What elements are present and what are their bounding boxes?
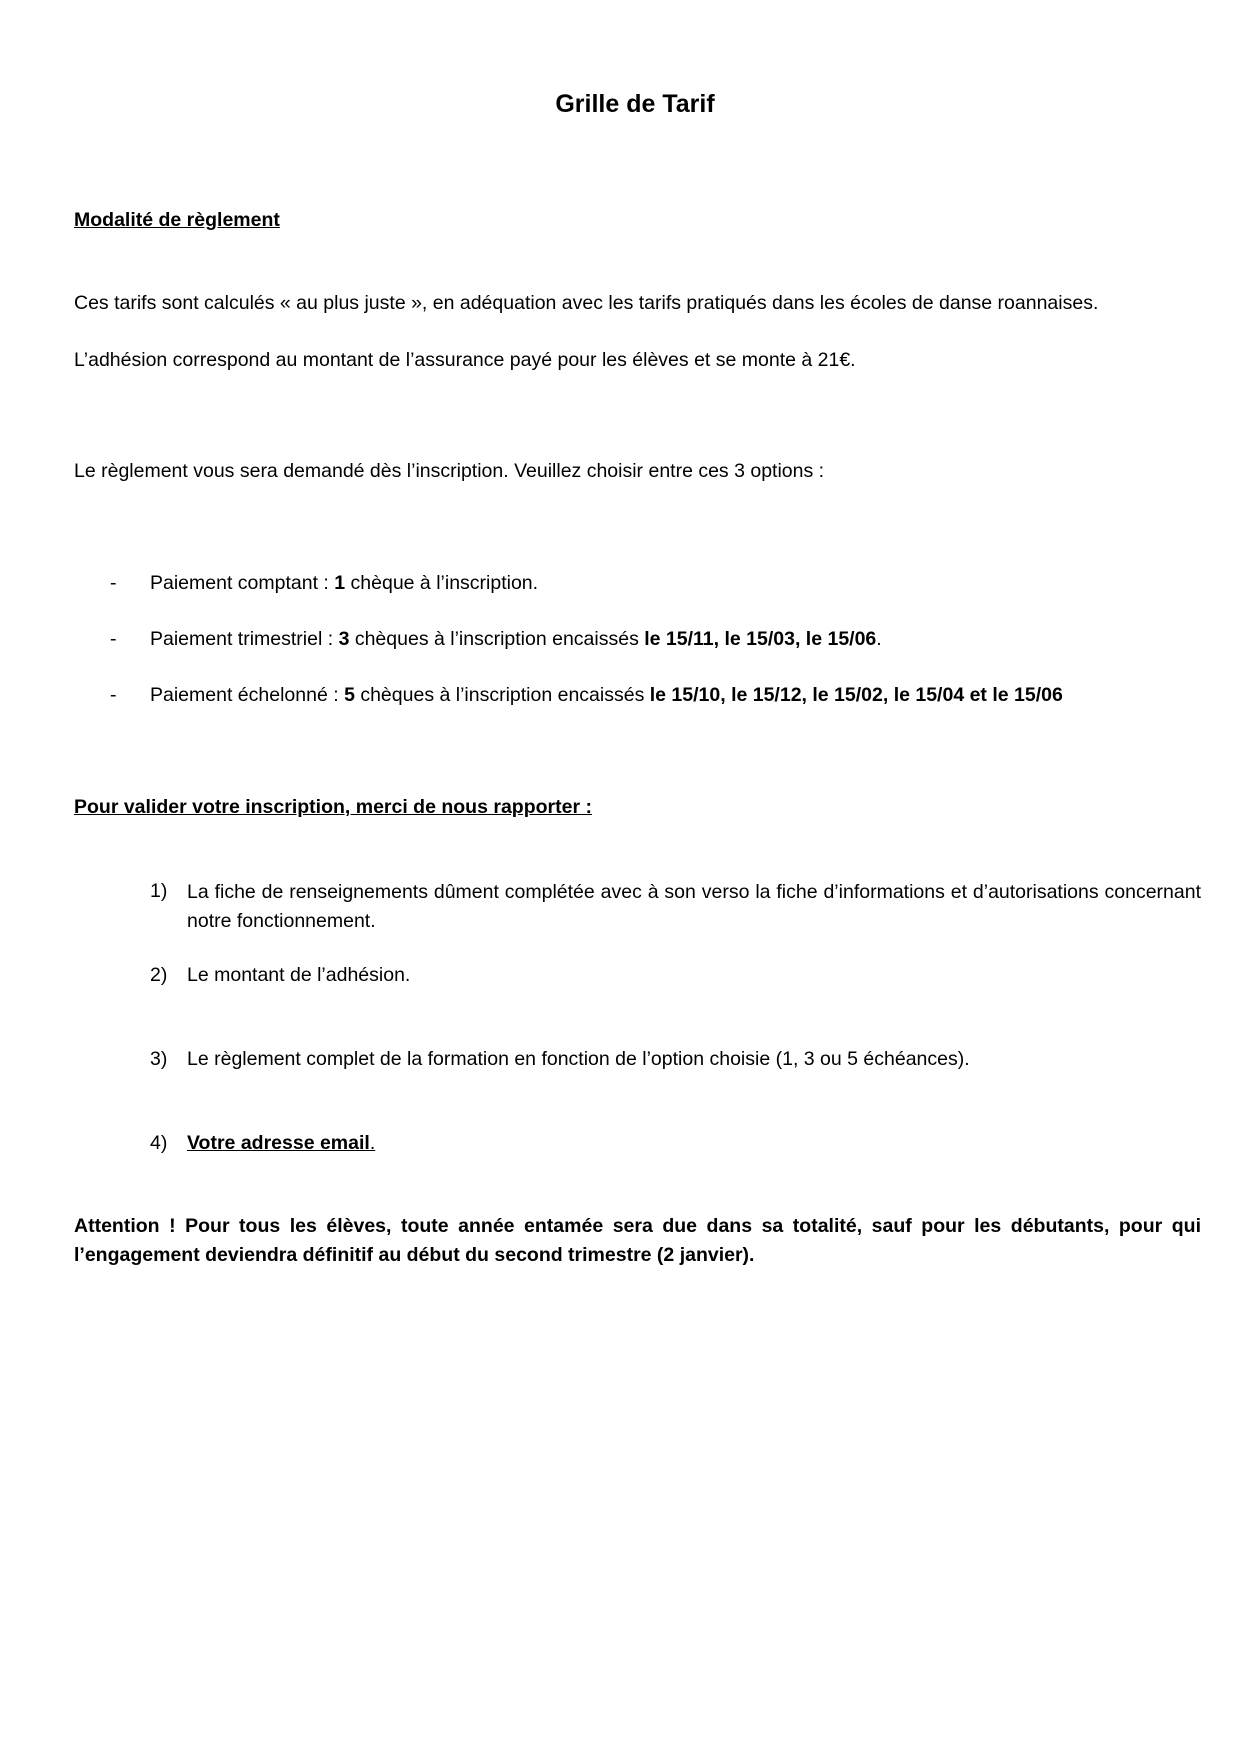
list-number: 3) [150,1048,168,1070]
list-number: 2) [150,964,168,986]
payment-option-quarterly: Paiement trimestriel : 3 chèques à l’inscription encaissés le 15/11, le 15/03, le 15/06. [150,628,882,650]
requirement-membership-fee: Le montant de l’adhésion. [187,964,411,986]
requirement-full-payment: Le règlement complet de la formation en fonction de l’option choisie (1, 3 ou 5 échéances). [187,1048,970,1070]
warning-notice: Attention ! Pour tous les élèves, toute année entamée sera due dans sa totalité, sauf pour les débutants, pour qui l’engagement deviendra définitif au début du second trimestre (2 janvier). [74,1215,1201,1266]
section-heading-validation: Pour valider votre inscription, merci de nous rapporter : [74,796,592,818]
section-heading-payment: Modalité de règlement [74,209,280,231]
payment-option-installments: Paiement échelonné : 5 chèques à l’inscription encaissés le 15/10, le 15/12, le 15/02, le 15/04 et le 15/06 [150,684,1063,706]
list-number: 1) [150,880,168,902]
paragraph-tariffs: Ces tarifs sont calculés « au plus juste », en adéquation avec les tarifs pratiqués dans les écoles de danse roannaises. [74,292,1099,314]
list-marker: - [110,684,117,706]
requirement-info-sheet: La fiche de renseignements dûment complétée avec à son verso la fiche d’informations et d’autorisations concernant notre fonctionnement. [187,881,1201,932]
list-number: 4) [150,1132,168,1154]
payment-option-cash: Paiement comptant : 1 chèque à l’inscription. [150,572,539,594]
list-marker: - [110,572,117,594]
paragraph-payment-intro: Le règlement vous sera demandé dès l’inscription. Veuillez choisir entre ces 3 options : [74,460,825,482]
paragraph-membership: L’adhésion correspond au montant de l’assurance payé pour les élèves et se monte à 21€. [74,349,856,371]
list-marker: - [110,628,117,650]
page-title: Grille de Tarif [555,90,715,118]
requirement-email: Votre adresse email. [187,1132,376,1154]
